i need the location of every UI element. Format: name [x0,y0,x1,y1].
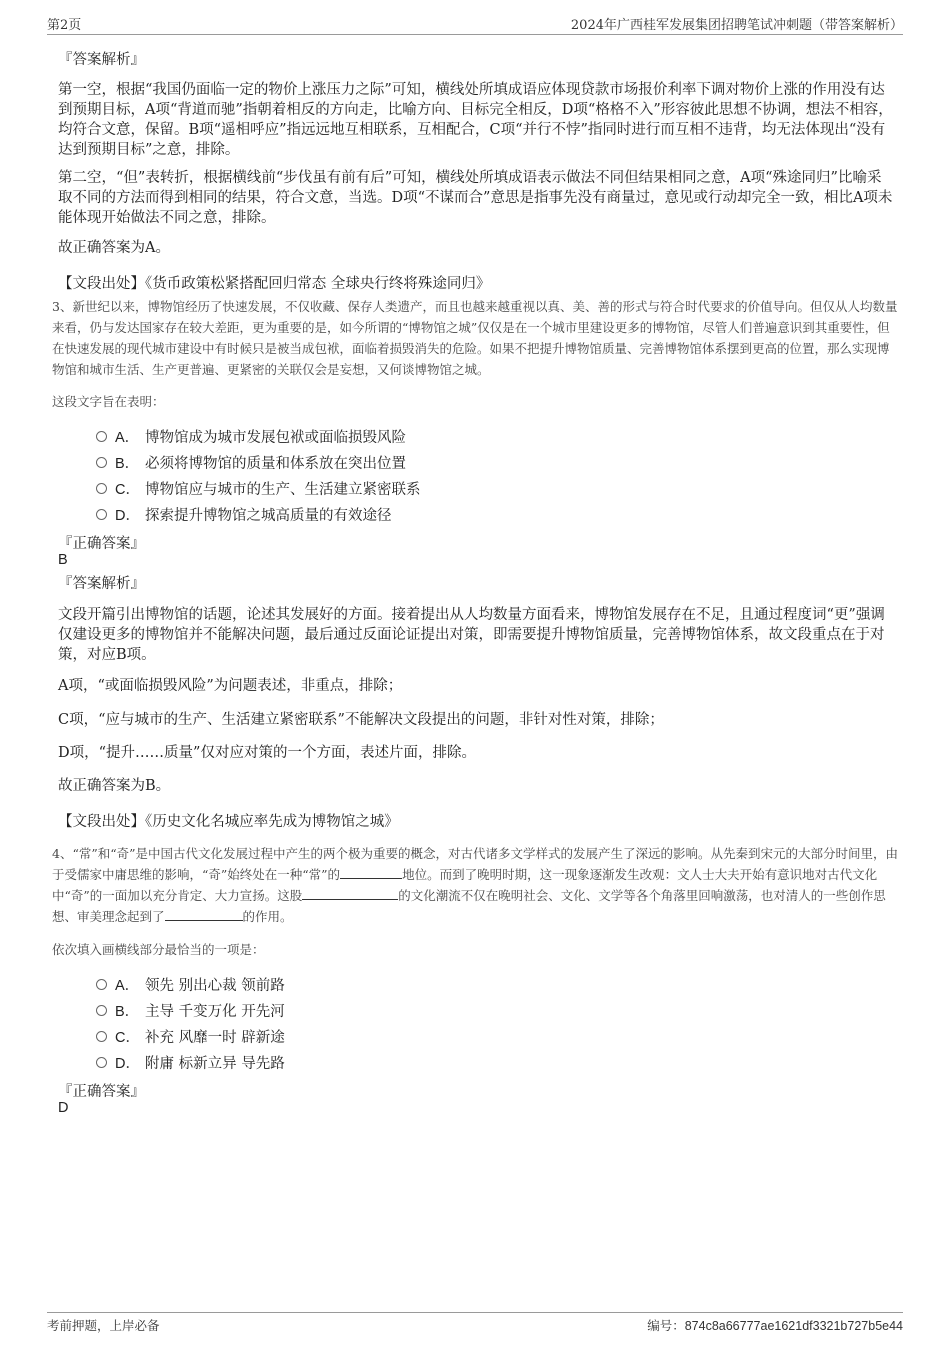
analysis-label: 『答案解析』 [58,576,145,592]
q3-analysis-p5: 故正确答案为B。 [58,778,171,794]
fill-blank-3[interactable] [165,908,243,921]
q3-option-d[interactable]: D． 探索提升博物馆之城高质量的有效途径 [96,501,421,527]
q4-option-c[interactable]: C． 补充 风靡一时 辟新途 [96,1023,285,1049]
q2-analysis-p2: 第二空，“但”表转折，根据横线前“步伐虽有前有后”可知，横线处所填成语表示做法不同但结果相同之意，A项“殊途同归”比喻采取不同的方法而得到相同的结果，符合文意，当选。D项“不谋而合”意思是指事先没有商量过，意见或行动却完全一致，相比A项未能体现开始做法不同之意，排除。 [58,170,893,226]
q4-option-d[interactable]: D． 附庸 标新立异 导先路 [96,1049,285,1075]
q4-option-b[interactable]: B． 主导 千变万化 开先河 [96,997,285,1023]
q2-analysis-p3: 故正确答案为A。 [58,240,170,256]
radio-icon[interactable] [96,1057,107,1068]
q4-prompt: 依次填入画横线部分最恰当的一项是： [52,942,265,957]
footer-slogan: 考前押题，上岸必备 [47,1318,160,1333]
radio-icon[interactable] [96,457,107,468]
document-title: 2024年广西桂军发展集团招聘笔试冲刺题（带答案解析） [570,18,903,33]
fill-blank-2[interactable] [302,887,398,900]
q2-source [58,272,490,293]
page-footer [47,1312,903,1333]
q3-analysis-p1: 文段开篇引出博物馆的话题，论述其发展好的方面。接着提出从人均数量方面看来，博物馆发展存在不足，且通过程度词“更”强调仅建设更多的博物馆并不能解决问题，最后通过反面论证提出对策，即需要提升博物馆质量，完善博物馆体系，故文段重点在于对策，对应B项。 [58,607,885,663]
source-label: 【文段出处】 [58,814,145,830]
q3-question-text: 3、新世纪以来，博物馆经历了快速发展，不仅收藏、保存人类遗产，而且也越来越重视以真、美、善的形式与符合时代要求的价值导向。但仅从人均数量来看，仍与发达国家存在较大差距，更为重要的是，如今所谓的“博物馆之城”仅仅是在一个城市里建设更多的博物馆，尽管人们普遍意识到其重要性，但在快速发展的现代城市建设中有时候只是被当成包袱，面临着损毁消失的危险。如果不把提升博物馆质量、完善博物馆体系摆到更高的位置，那么实现博物馆和城市生活、生产更普遍、更紧密的关联仅会是妄想，又何谈博物馆之城。 [52,299,898,377]
radio-icon[interactable] [96,1005,107,1016]
q3-correct-answer: B [58,552,68,568]
q3-analysis-p2: A项，“或面临损毁风险”为问题表述，非重点，排除； [58,678,403,694]
correct-answer-label: 『正确答案』 [58,536,145,552]
q3-prompt: 这段文字旨在表明： [52,394,165,409]
radio-icon[interactable] [96,979,107,990]
q3-source [58,810,399,831]
radio-icon[interactable] [96,431,107,442]
q3-options [96,423,421,527]
q3-option-c[interactable]: C． 博物馆应与城市的生产、生活建立紧密联系 [96,475,421,501]
q2-analysis-p1: 第一空，根据“我国仍面临一定的物价上涨压力之际”可知，横线处所填成语应体现贷款市场报价利率下调对物价上涨的作用没有达到预期目标，A项“背道而驰”指朝着相反的方向走，比喻方向、目标完全相反，D项“格格不入”形容彼此思想不协调，想法不相容，均符合文意，保留。B项“遥相呼应”指远远地互相联系，互相配合，C项“并行不悖”指同时进行而互相不违背，均无法体现出“没有达到预期目标”之意，排除。 [58,82,893,158]
radio-icon[interactable] [96,509,107,520]
fill-blank-1[interactable] [340,866,402,879]
page-number: 第2页 [47,18,82,33]
radio-icon[interactable] [96,483,107,494]
q4-options [96,971,285,1075]
q3-analysis-p4: D项，“提升……质量”仅对应对策的一个方面，表述片面，排除。 [58,745,476,761]
q4-correct-answer: D [58,1100,69,1116]
document-code: 编号：874c8a66777ae1621df3321b727b5e44 [647,1318,903,1333]
q3-option-a[interactable]: A． 博物馆成为城市发展包袱或面临损毁风险 [96,423,421,449]
radio-icon[interactable] [96,1031,107,1042]
analysis-label: 『答案解析』 [58,52,145,68]
source-title: 《货币政策松紧搭配回归常态 全球央行终将殊途同归》 [145,276,491,292]
q4-question-text: 4、“常”和“奇”是中国古代文化发展过程中产生的两个极为重要的概念，对古代诸多文学样式的发展产生了深远的影响。从先秦到宋元的大部分时间里，由于受儒家中庸思维的影响，“奇”始终处在一种“常”的 地位。而到了晚明时期，这一现象逐渐发生改观：文人士大夫开始有意识地对古代文化中“奇”的一面加以充分肯定、大力宣扬。这股 的文化潮流不仅在晚明社会、文化、文学等各个角落里回响激荡，也对清人的一些创作思想、审美理念起到了 的作用。 [52,846,899,924]
q4-option-a[interactable]: A． 领先 别出心裁 领前路 [96,971,285,997]
q3-analysis-p3: C项，“应与城市的生产、生活建立紧密联系”不能解决文段提出的问题，非针对性对策，排除； [58,712,664,728]
source-label: 【文段出处】 [58,276,145,292]
q3-option-b[interactable]: B． 必须将博物馆的质量和体系放在突出位置 [96,449,421,475]
page-header [47,12,903,35]
source-title: 《历史文化名城应率先成为博物馆之城》 [145,814,399,830]
correct-answer-label: 『正确答案』 [58,1084,145,1100]
